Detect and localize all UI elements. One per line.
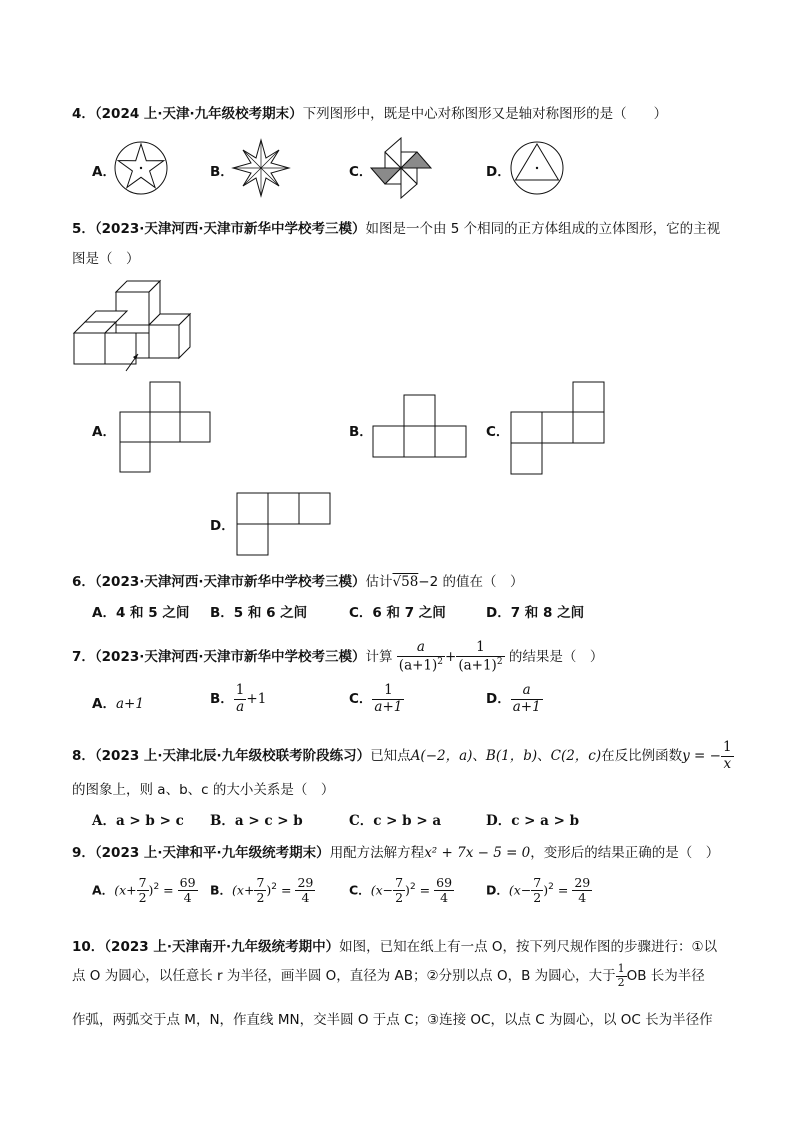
option-b-label: B． [349, 424, 373, 440]
front-view-option-c [511, 381, 605, 475]
sqrt-expression: √58 [392, 574, 419, 590]
option-d: D．c > a > b [486, 813, 580, 829]
question-text: 如图是一个由 5 个相同的正方体组成的立体图形，它的主视 [365, 221, 721, 237]
option-c: C．c > b > a [349, 813, 442, 829]
question-5-stem [72, 217, 720, 237]
question-number: 7． [72, 648, 95, 665]
front-view-option-d [237, 492, 331, 556]
circle-with-star-figure [113, 140, 169, 196]
question-text: 估计 [365, 574, 393, 590]
question-10-line2: 点 O 为圆心，以任意长 r 为半径，画半圆 O，直径为 AB；②分别以点 O，B 为圆心，大于 $\frac{1}{2}$ OB 长为半径 [72, 962, 705, 989]
question-10-stem: 10．（2023 上·天津南开·九年级统考期中）如图，已知在纸上有一点 O，按下列尺规作图的步骤进行：①以 [72, 939, 718, 955]
option-c-label: C． [349, 164, 373, 180]
option-d-label: D． [486, 164, 511, 180]
pinwheel-figure [369, 136, 433, 200]
question-source: （2024 上·天津·九年级校考期末） [94, 106, 303, 122]
front-view-option-b [373, 394, 467, 458]
question-4-stem [72, 102, 667, 122]
question-number: 5． [72, 221, 95, 237]
q7-option-a: A．a+1 [92, 696, 144, 712]
option-d: D．7 和 8 之间 [486, 605, 585, 621]
q9-option-a: A．(x+ $\frac{7}{2}$ )$^2$ = $\frac{69}{4}$ [92, 875, 196, 906]
question-source: （2023·天津河西·天津市新华中学校考三模） [94, 574, 366, 590]
question-text: 下列图形中，既是中心对称图形又是轴对称图形的是（ ） [302, 106, 668, 122]
question-6-stem [72, 570, 523, 590]
option-b-label: B． [210, 164, 234, 180]
option-a-label: A． [92, 424, 116, 440]
question-source: （2023 上·天津北辰·九年级校联考阶段练习） [94, 748, 371, 765]
eight-point-star-figure [231, 138, 291, 198]
point-a: A(−2，a) [410, 748, 473, 765]
option-a-label: A． [92, 164, 116, 180]
q7-option-d: D． $\frac{a}{a+1}$ [486, 682, 541, 715]
question-text-tail: −2 的值在（ ） [418, 574, 524, 590]
question-number: 6． [72, 574, 95, 590]
fraction-1-over-square: $\frac{1}{(a+1)^2}$ [458, 639, 503, 674]
option-b: B．a > c > b [210, 813, 303, 829]
front-view-option-a [120, 381, 212, 473]
point-c: C(2，c) [550, 748, 602, 765]
question-text: 计算 [365, 648, 393, 665]
q7-option-c: C． $\frac{1}{a+1}$ [349, 682, 403, 715]
q9-option-b: B．(x+ $\frac{7}{2}$ )$^2$ = $\frac{29}{4}$ [210, 875, 314, 906]
question-number: 8． [72, 748, 95, 765]
option-d-label: D． [210, 518, 235, 534]
question-text-tail: 的结果是（ ） [508, 648, 604, 665]
question-number: 10． [72, 939, 105, 955]
option-c-label: C． [486, 424, 510, 440]
question-8-stem: 8．（2023 上·天津北辰·九年级校联考阶段练习）已知点A(−2，a)、B(1，b)、C(2，c)在反比例函数y = − $\frac{1}{x}$ [72, 739, 732, 772]
question-5-stem-line2: 图是（ ） [72, 251, 140, 267]
question-source: （2023·天津河西·天津市新华中学校考三模） [94, 221, 366, 237]
question-9-stem: 9．（2023 上·天津和平·九年级统考期末）用配方法解方程x² + 7x − 5 = 0，变形后的结果正确的是（ ） [72, 845, 720, 861]
option-c: C．6 和 7 之间 [349, 605, 446, 621]
question-source: （2023 上·天津南开·九年级统考期中） [104, 939, 340, 955]
cube-stack-3d-figure [70, 276, 200, 376]
circle-with-triangle-figure [509, 140, 565, 196]
option-a: A．4 和 5 之间 [92, 605, 190, 621]
question-8-stem-line2: 的图象上，则 a、b、c 的大小关系是（ ） [72, 782, 335, 798]
q9-option-c: C．(x− $\frac{7}{2}$ )$^2$ = $\frac{69}{4}$ [349, 875, 453, 906]
q9-option-d: D．(x− $\frac{7}{2}$ )$^2$ = $\frac{29}{4}$ [486, 875, 591, 906]
question-10-line3: 作弧，两弧交于点 M，N，作直线 MN，交半圆 O 于点 C；③连接 OC，以点 C 为圆心，以 OC 长为半径作 [72, 1012, 713, 1028]
equation: x² + 7x − 5 = 0 [424, 845, 531, 861]
option-a: A．a > b > c [92, 813, 184, 829]
option-b: B．5 和 6 之间 [210, 605, 308, 621]
question-number: 4． [72, 106, 95, 122]
q7-option-b: B． $\frac{1}{a}$ +1 [210, 682, 267, 715]
question-source: （2023·天津河西·天津市新华中学校考三模） [94, 648, 366, 665]
question-number: 9． [72, 845, 95, 861]
fraction-a-over-square: $\frac{a}{(a+1)^2}$ [398, 639, 444, 674]
question-source: （2023 上·天津和平·九年级统考期末） [94, 845, 330, 861]
point-b: B(1，b) [485, 748, 538, 765]
question-7-stem: 7．（2023·天津河西·天津市新华中学校考三模）计算 $\frac{a}{(a+1)^2}$ + $\frac{1}{(a+1)^2}$ 的结果是（ ） [72, 639, 604, 674]
function-expression: y = − [682, 748, 721, 765]
